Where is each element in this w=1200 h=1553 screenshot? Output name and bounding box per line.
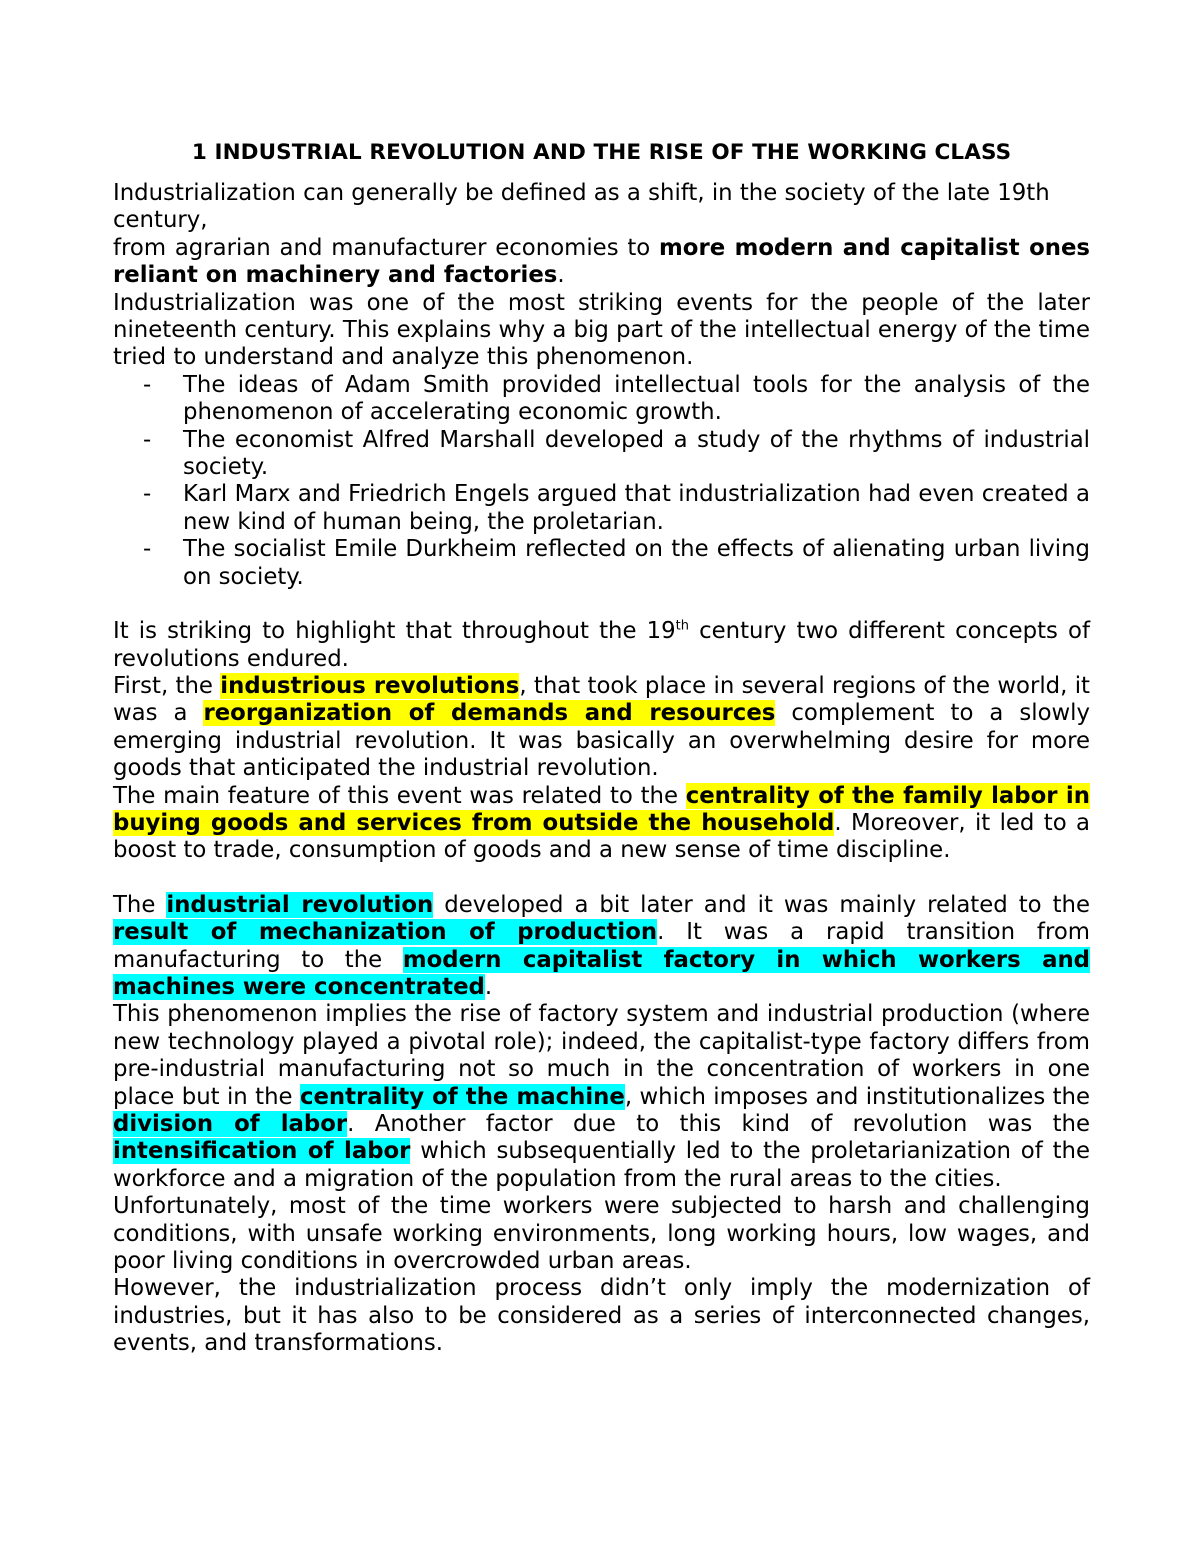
- thinkers-list: [113, 372, 1090, 591]
- highlight-mechanization: result of mechanization of production: [113, 919, 658, 946]
- text-span: , which imposes and institutionalizes the: [624, 1083, 1091, 1110]
- paragraph-intro: [113, 235, 1090, 290]
- text-span: , that took place in several regions of the world, it was a: [113, 672, 1090, 727]
- list-item: - The socialist Emile Durkheim reflected on the effects of alienating urban living on society.: [183, 536, 1090, 591]
- paragraph-industrialization: Industrialization was one of the most striking events for the people of the later nineteenth century. This explains why a big part of the intellectual energy of the time tried to understand and analyze this phenomenon.: [113, 289, 1090, 371]
- paragraph-industrious-revolutions: [113, 673, 1090, 783]
- list-item: - The ideas of Adam Smith provided intellectual tools for the analysis of the phenomenon of accelerating economic growth.: [183, 372, 1090, 427]
- document-title: 1 INDUSTRIAL REVOLUTION AND THE RISE OF THE WORKING CLASS: [191, 140, 1012, 165]
- list-item: - The economist Alfred Marshall developed a study of the rhythms of industrial society.: [183, 427, 1090, 482]
- paragraph-two-concepts: [113, 618, 1090, 673]
- paragraph-intro-line: [113, 180, 1090, 235]
- paragraph-gap: [113, 591, 1090, 618]
- paragraph-working-conditions: Unfortunately, most of the time workers were subjected to harsh and challenging conditions, with unsafe working environments, long working hours, low wages, and poor living conditions in overcrowded urban areas.: [113, 1193, 1090, 1275]
- highlight-industrious-revolutions: industrious revolutions: [220, 672, 520, 699]
- text-span: .: [484, 973, 493, 1000]
- superscript-th: th: [675, 618, 689, 634]
- highlight-industrial-revolution: industrial revolution: [166, 891, 434, 918]
- highlight-division-of-labor: division of labor: [113, 1111, 348, 1137]
- paragraph-gap: [113, 865, 1090, 892]
- highlight-centrality-machine: centrality of the machine: [299, 1083, 625, 1110]
- list-item: - Karl Marx and Friedrich Engels argued that industrialization had even created a new kind of human being, the proletarian.: [183, 481, 1090, 536]
- text-span: This phenomenon implies the rise of factory system and industrial production (where new technology played a pivotal role); indeed, the capitalist-type factory differs from pre-industrial manufacturing not so much in the concentration of workers in one place but in the: [113, 1001, 1090, 1110]
- intro-line-text: Industrialization can generally be defined as a shift, in the society of the late 19th century,: [113, 180, 1050, 234]
- text-span: The: [113, 891, 167, 918]
- highlight-capitalist-factory: modern capitalist factory in which workers and machines were concentrated: [113, 946, 1090, 1000]
- paragraph-conclusion: However, the industrialization process didn’t only imply the modernization of industries, but it has also to be considered as a series of interconnected changes, events, and transformations.: [113, 1275, 1090, 1357]
- text-span: complement to a slowly emerging industrial revolution. It was basically an overwhelming desire for more goods that anticipated the industrial revolution.: [113, 700, 1090, 782]
- text-span: The main feature of this event was related to the: [113, 782, 686, 809]
- text-span: . It was a rapid transition from manufacturing to the: [113, 919, 1090, 973]
- intro-text: from agrarian and manufacturer economies to: [113, 234, 660, 261]
- concepts-end-text: century two different concepts of revolutions endured.: [113, 618, 1090, 672]
- paragraph-industrial-revolution: [113, 892, 1090, 1002]
- highlight-family-labor: centrality of the family labor in buying goods and services from outside the household: [113, 782, 1090, 836]
- intro-bold-text: more modern and capitalist ones reliant on machinery and factories: [113, 234, 1090, 289]
- intro-end-text: .: [557, 262, 565, 289]
- text-span: . Moreover, it led to a boost to trade, consumption of goods and a new sense of time discipline.: [113, 809, 1090, 864]
- text-span: developed a bit later and it was mainly related to the: [433, 891, 1090, 918]
- paragraph-factory-system: [113, 1001, 1090, 1193]
- text-span: . Another factor due to this kind of revolution was the: [347, 1111, 1090, 1137]
- highlight-intensification: intensification of labor: [113, 1138, 411, 1165]
- highlight-reorganization: reorganization of demands and resources: [203, 700, 776, 727]
- text-span: First, the: [113, 672, 221, 699]
- paragraph-main-feature: [113, 783, 1090, 865]
- text-span: which subsequentially led to the proletarianization of the workforce and a migration of the population from the rural areas to the cities.: [113, 1138, 1090, 1192]
- concepts-text: It is striking to highlight that throughout the 19: [113, 618, 676, 645]
